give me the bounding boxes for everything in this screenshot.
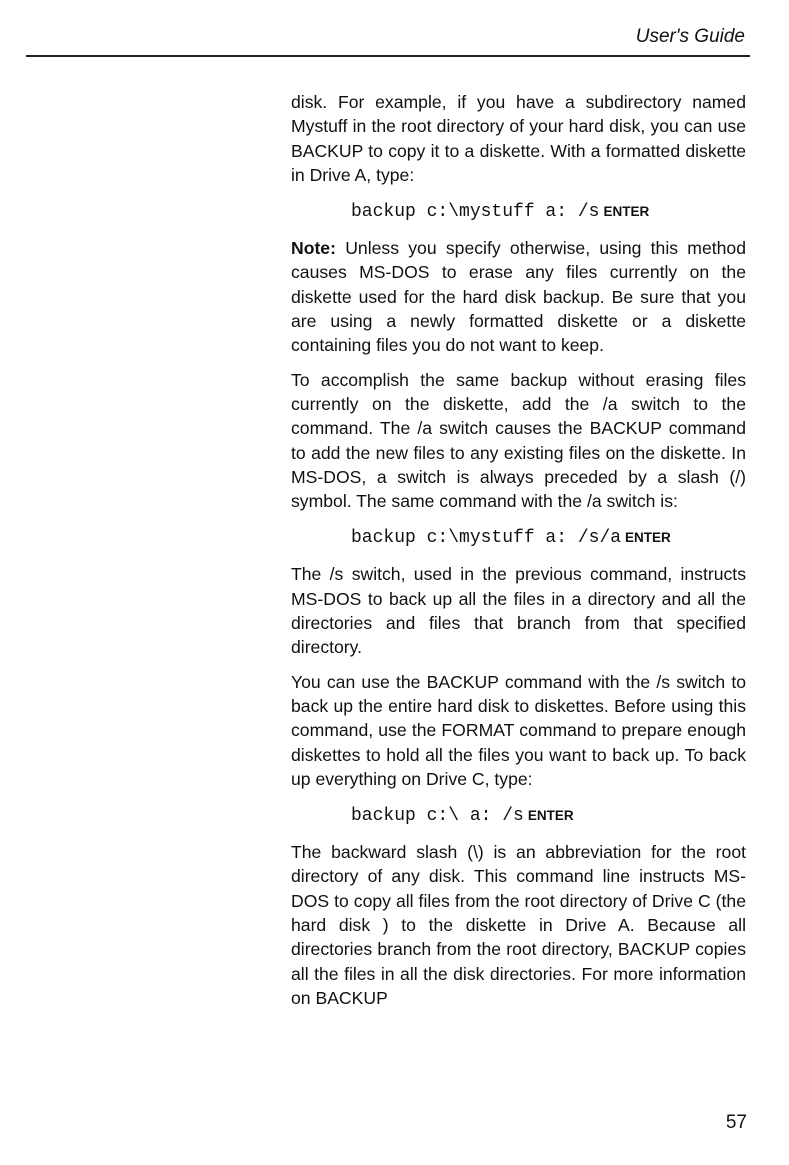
enter-key-label: ENTER xyxy=(603,204,650,220)
paragraph-entire-disk: You can use the BACKUP command with the /s switch to back up the entire hard disk to diskettes. Before using this command, use the FORMAT command to prepare enough diskettes to hold all the files you want to back up. To back up everything on Drive C, type: xyxy=(291,671,746,789)
paragraph-intro: disk. For example, if you have a subdirectory named Mystuff in the root directory of your hard disk, you can use BACKUP to copy it to a diskette. With a formatted diskette in Drive A, type: xyxy=(291,92,746,185)
command-text: backup c:\mystuff a: /s xyxy=(351,202,600,223)
paragraph-backslash: The backward slash (\) is an abbreviation for the root directory of any disk. This command line instructs MS-DOS to copy all files from the root directory of Drive C (the hard disk ) to the diskette in Drive A. Because all directories branch from the root directory, BACKUP copies all the files in all the disk directories. For more information on BACKUP xyxy=(291,842,746,1008)
enter-key-label: ENTER xyxy=(527,808,574,824)
page-number: 57 xyxy=(725,1112,747,1133)
command-line-1 xyxy=(351,197,746,225)
paragraph-note xyxy=(291,236,746,357)
running-header: User's Guide xyxy=(635,26,745,47)
paragraph-append-switch: To accomplish the same backup without erasing files currently on the diskette, add the /a switch to the command. The /a switch causes the BACKUP command to add the new files to any existing files on the diskette. In MS-DOS, a switch is always preceded by a slash (/) symbol. The same command with the /a switch is: xyxy=(291,369,746,512)
command-text: backup c:\mystuff a: /s/a xyxy=(351,528,622,549)
command-text: backup c:\ a: /s xyxy=(351,806,524,827)
paragraph-s-switch: The /s switch, used in the previous command, instructs MS-DOS to back up all the files in a directory and all the directories and files that branch from that specified directory. xyxy=(291,564,746,658)
command-line-2 xyxy=(351,523,746,551)
command-line-3 xyxy=(351,801,746,829)
body-column xyxy=(291,90,746,1020)
enter-key-label: ENTER xyxy=(625,530,671,546)
note-label: Note: xyxy=(291,238,336,259)
header-rule xyxy=(26,55,750,57)
note-text: Unless you specify otherwise, using this method causes MS-DOS to erase any files currently on the diskette used for the hard disk backup. Be sure that you are using a newly formatted diskette or a diskette containing files you do not want to keep. xyxy=(291,238,746,356)
